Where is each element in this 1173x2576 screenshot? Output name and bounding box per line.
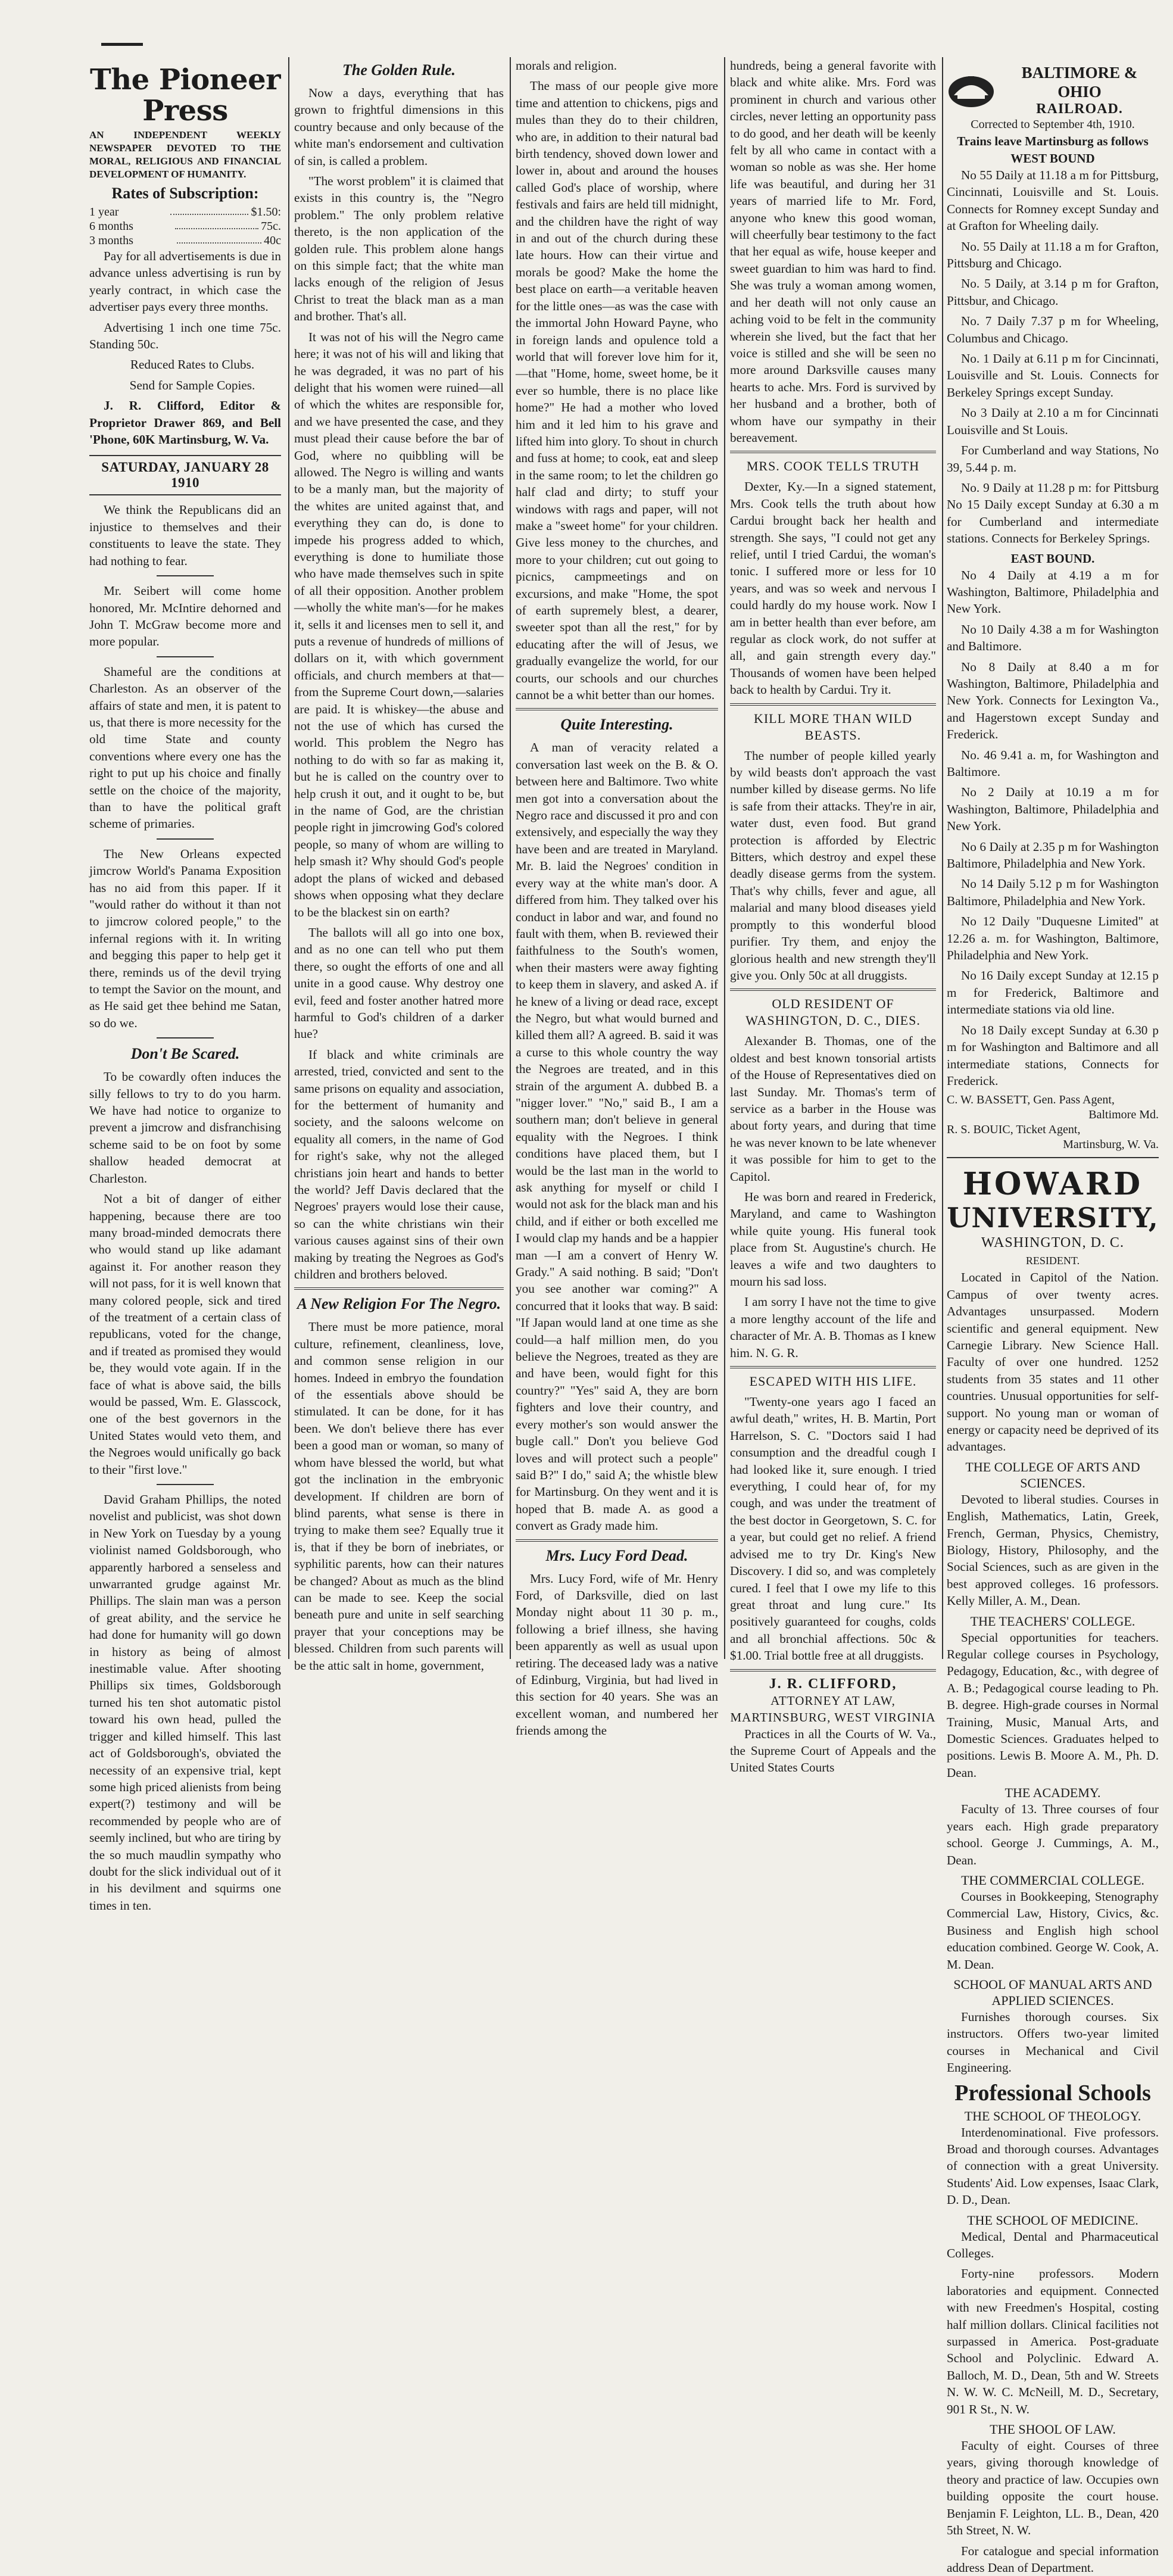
university-title-2: UNIVERSITY, [947,1201,1159,1234]
university-paragraph: Furnishes thorough courses. Six instructors. Offers two-year limited courses in Mechanical and Civil Engineering. [947,2009,1159,2076]
university-paragraph: Courses in Bookkeeping, Stenography Commercial Law, History, Civics, &c. Business and English high school education combined. George W. Cook, A. M. Dean. [947,1888,1159,1973]
university-heading: THE ACADEMY. [947,1785,1159,1801]
university-location: WASHINGTON, D. C. [947,1234,1159,1251]
university-paragraph: Faculty of 13. Three courses of four years each. High grade preparatory school. George J. Cummings, A. M., Dean. [947,1801,1159,1869]
separator [730,703,936,706]
column-rule [510,57,511,1659]
university-president: RESIDENT. [947,1253,1159,1269]
university-heading: SCHOOL OF MANUAL ARTS AND APPLIED SCIENCES. [947,1976,1159,2009]
article-paragraph: Now a days, everything that has grown to frightful dimensions in this country because and only because of the white man's endorsement and cultivation of sin, is called a problem. [294,85,504,169]
article-heading: KILL MORE THAN WILD BEASTS. [730,710,936,744]
masthead-note: Send for Sample Copies. [89,377,281,394]
train-entry: No. 5 Daily, at 3.14 p m for Grafton, Pittsbur, and Chicago. [947,275,1159,309]
university-heading: THE SCHOOL OF MEDICINE. [947,2212,1159,2228]
article-paragraph: Dexter, Ky.—In a signed statement, Mrs. Cook tells the truth about how Cardui brought back her health and strength. She says, "I could not get any relief, until I tried Cardui, the woman's tonic. I suffered more or less for 10 years, and was so week and nervous I could hardly do my house work. Now I am in better health than ever before, am regular as clock work, do not suffer at all, and gain strength every day." Thousands of women have been helped back to health by Cardui. Try it. [730,478,936,698]
train-entry: No. 55 Daily at 11.18 a m for Grafton, Pittsburg and Chicago. [947,238,1159,272]
train-entry: For Cumberland and way Stations, No 39, 5.44 p. m. [947,442,1159,476]
rate-price: 75c. [261,219,281,233]
article-paragraph: Alexander B. Thomas, one of the oldest and best known tonsorial artists of the House of Representatives died on last Sunday. Mr. Thomas's term of service as a barber in the House was about forty years, and during that time he was never known to be late whenever it was possible for him to get to the Capitol. [730,1033,936,1185]
agent-name: R. S. BOUIC, Ticket Agent, [947,1122,1159,1137]
article-paragraph: David Graham Phillips, the noted novelist and publicist, was shot down in New York on Tuesday by a young violinist named Goldsborough, who apparently harbored a senseless and unwarranted grudge against Mr. Phillips. The slain man was a person of great ability, and the service he had done for humanity will go down in history as being of almost inestimable value. After shooting Phillips six times, Goldsborough turned his ten shot automatic pistol toward his own head, pulled the trigger and killed himself. This last act of Goldsborough's, obviated the necessity of an expensive trial, kept some high priced alienists from being expert(?) testimony and will be recommended by people who are of seemly inclined, but who are tiring by the so much maudlin sympathy who doubt for the slick individual out of it in his devilment and squirms one times in ten. [89,1491,281,1914]
rate-label: 1 year [89,205,168,219]
article-heading: Quite Interesting. [516,715,718,734]
article-paragraph: A man of veracity related a conversation last week on the B. & O. between here and Baltimore. Two white men got into a conversation about the Negro race and discussed it pro and con extensively, and especially the way they have been and are treated in Maryland. Mr. B. laid the Negroes' condition in every way at the white man's door. A differed from him. They talked over his conduct in labor and war, and found no fault with them, when B. reviewed their faithfulness to the South's women, when their masters were away fighting to keep them in slavery, and asked A. if he knew of a living or dead race, except the Negro, but what would burned and killed them all? A agreed. B. said it was a curse to this whole country the way the Negroes are treated, and in this strain of the argument A. dubbed B. a "nigger lover." "No," said B., I am a southern man; don't believe in general equality with the Negroes. I think conditions have placed them, but I would be the last man in the world to ask anything for myself or child I would not ask for the black man and his child, and if either or both excelled me I would clap my hands and be a happier man —I am a convert of Henry W. Grady." A said nothing. B said; "Don't you see another war coming?" A concurred that it looks that way. B said: "If Japan would land at one time as she could—a half million men, do you believe the Negroes, treated as they are and have been, would fight for this country?" "Yes" said A, they are born fighters and love their country, and every mother's son would answer the bugle call." Don't you believe God loves and will protect such a people" said B?" I do," said A; the whistle blew for Martinsburg. On they went and it is hoped that B. made A. as good a convert as Grady made him. [516,739,718,1534]
masthead-subtitle: AN INDEPENDENT WEEKLY NEWSPAPER DEVOTED TO THE MORAL, RELIGIOUS AND FINANCIAL DEVELOPMENT OF HUMANITY. [89,129,281,181]
separator [947,1157,1159,1158]
professional-schools-title: Professional Schools [947,2080,1159,2106]
railroad-header [947,63,1159,117]
rate-leader [175,219,258,229]
article-heading: Don't Be Scared. [89,1044,281,1064]
column-5 [947,57,1159,1655]
article-paragraph: The ballots will all go into one box, and as no one can tell who put them there, so ought the efforts of one and all unite in a good cause. Why destroy one evil, feed and foster another hatred more harmful to God's children of a darker hue? [294,924,504,1043]
column-4 [730,57,936,1655]
article-paragraph: Mr. Seibert will come home honored, Mr. McIntire dehorned and John T. McGraw become more and more popular. [89,582,281,650]
article-paragraph: To be cowardly often induces the silly fellows to try to do you harm. We have had notice to organize to prevent a jimcrow and disfranchising scheme said to be on foot by some shallow headed democrat at Charleston. [89,1068,281,1187]
article-heading: Mrs. Lucy Ford Dead. [516,1546,718,1565]
university-paragraph: Faculty of eight. Courses of three years, giving thorough knowledge of theory and practice of law. Occupies own building opposite the court house. Benjamin F. Leighton, LL. B., Dean, 420 5th Street, N. W. [947,2437,1159,2538]
article-paragraph: The mass of our people give more time and attention to chickens, pigs and mules than they do to their children, who are, in addition to their natural bad birth tendency, shoved down lower and lower in, about and around the houses called God's place of worship, where festivals and fairs are held till midnight, and the children have the right of way in and out of the church during these late hours. How can their virtue and morals be good? Make the home the best place on earth—a veritable heaven for the little ones—as was the case with the immortal John Howard Payne, who in foreign lands and opulence told a world that will forever love him for it,—that "Home, home, sweet home, be it ever so humble, there is no place like home?" He had a mother who loved him and it led him to his grave and lifted him into glory. To shout in church and fuss at home; to cook, eat and sleep in the same room; to let the children go half clad and dirty; to stuff your windows with rags and paper, will not make a "sweet home" for your children. Give less money to the churches, and more to your children; cut out going to picnics, campmeetings and on excursions, and make "Home, the spot of earth supremely blest, a dearer, sweeter spot than all the rest," for by educating after the will of Jesus, we gradually evangelize the world, for our courts, our schools and our churches cannot be a whit better than our homes. [516,77,718,703]
train-entry: No. 9 Daily at 11.28 p m: for Pittsburg No 15 Daily except Sunday at 6.30 a m for Cumberland and intermediate stations. Connects for Berkeley Springs. [947,479,1159,547]
university-paragraph: Forty-nine professors. Modern laboratories and equipment. Connected with new Freedmen's Hospital, costing half million dollars. Clinical facilities not surpassed in America. Post-graduate School and Polyclinic. Edward A. Balloch, M. D., Dean, 5th and W. Streets N. W. W. C. McNeill, M. D., Secretary, 901 R St., N. W. [947,2265,1159,2418]
rate-leader [170,205,249,215]
ad-title: ATTORNEY AT LAW, [730,1692,936,1709]
article-heading: OLD RESIDENT OF WASHINGTON, D. C., DIES. [730,996,936,1029]
train-entry: No 55 Daily at 11.18 a m for Pittsburg, Cincinnati, Louisville and St. Louis. Connects for Romney except Sunday and at Grafton for Wheeling daily. [947,167,1159,235]
rate-price: 40c [264,233,281,248]
railroad-dome-icon [947,71,996,110]
article-paragraph: Shameful are the conditions at Charleston. As an observer of the affairs of state and men, it is patent to us, that there is more necessity for the old time State and county conventions where every one has the right to put up his choice and finally settle on the choice of the majority, than to have the political graft scheme of primaries. [89,663,281,832]
train-entry: No 18 Daily except Sunday at 6.30 p m for Washington and Baltimore and all intermediate stations, Connects for Frederick. [947,1022,1159,1090]
column-rule [942,57,943,1659]
rate-price: $1.50: [251,205,281,219]
issue-date: SATURDAY, JANUARY 28 1910 [89,455,281,495]
schedule-corrected: Corrected to September 4th, 1910. [947,117,1159,132]
agent-name: C. W. BASSETT, Gen. Pass Agent, [947,1093,1159,1108]
train-entry: No 10 Daily 4.38 a m for Washington and Baltimore. [947,621,1159,655]
column-3 [516,57,718,1655]
university-paragraph: For catalogue and special information address Dean of Department. [947,2543,1159,2576]
separator [730,451,936,453]
column-2 [294,57,504,1655]
masthead-note: J. R. Clifford, Editor & Proprietor Drawer 869, and Bell 'Phone, 60K Martinsburg, W. Va. [89,397,281,448]
east-bound-heading: EAST BOUND. [947,551,1159,567]
university-paragraph: Devoted to liberal studies. Courses in English, Mathematics, Latin, Greek, French, German, Physics, Chemistry, Biology, History, Philosophy, and the Social Sciences, such as are given in the best approved colleges. 16 professors. Kelly Miller, A. M., Dean. [947,1491,1159,1610]
rate-label: 6 months [89,219,173,233]
separator [730,1366,936,1368]
train-entry: No. 7 Daily 7.37 p m for Wheeling, Columbus and Chicago. [947,313,1159,347]
masthead-note: Pay for all advertisements is due in advance unless advertising is run by yearly contract, in which case the advertiser pays every three months. [89,248,281,316]
article-paragraph: hundreds, being a general favorite with black and white alike. Mrs. Ford was prominent in church and various other circles, never letting an opportunity pass to do good, and her death will be keenly felt by all who came in contact with a woman so noble as was she. Her home life was beautiful, and during her 31 years of married life to Mr. Ford, anyone who knew this good woman, will cheerfully bear testimony to the fact that her equal as wife, house keeper and sweet guardian to him was hard to find. She was truly a woman among women, and her death will not only cause an aching void to be felt in the community wherein she lived, but the fact that her voice is stilled and she will be seen no more around Darksville causes many hearts to ache. Mrs. Ford is survived by her husband and a brother, both of whom have our sympathy in their bereavement. [730,57,936,446]
train-entry: No 2 Daily at 10.19 a m for Washington, Baltimore, Philadelphia and New York. [947,784,1159,834]
west-bound-heading: WEST BOUND [947,151,1159,167]
university-paragraph: Medical, Dental and Pharmaceutical Colleges. [947,2228,1159,2262]
article-paragraph: He was born and reared in Frederick, Maryland, and came to Washington while quite young. His funeral took place from St. Augustine's church. He leaves a wife and two daughters to mourn his sad loss. [730,1189,936,1290]
separator [730,1669,936,1671]
separator [157,1484,214,1485]
university-heading: THE SCHOOL OF THEOLOGY. [947,2108,1159,2124]
university-heading: THE SHOOL OF LAW. [947,2421,1159,2437]
separator [516,708,718,710]
article-paragraph: If black and white criminals are arrested, tried, convicted and sent to the same prisons on equality and association, for the betterment of humanity and society, and the saloons welcome on equality all comers, in the name of God for right's sake, why not the alleged christians join heart and hands to better the world? Jeff Davis declared that the Negroes' prayers would lose their cause, so can the white christians win their various causes against sins of their own making by treating the Negroes as God's children and brothers beloved. [294,1046,504,1283]
masthead-note: Advertising 1 inch one time 75c. Standing 50c. [89,319,281,353]
train-entry: No 16 Daily except Sunday at 12.15 p m for Frederick, Baltimore and intermediate stations via old line. [947,967,1159,1018]
train-entry: No 12 Daily "Duquesne Limited" at 12.26 a. m. for Washington, Baltimore, Philadelphia and New York. [947,913,1159,963]
top-mark [101,43,143,51]
train-entry: No 8 Daily at 8.40 a m for Washington, Baltimore, Philadelphia and New York. Connects for Lexington Va., and Hagerstown except Sunday and Frederick. [947,659,1159,743]
article-heading: MRS. COOK TELLS TRUTH [730,458,936,475]
column-rule [288,57,289,1659]
university-paragraph: Interdenominational. Five professors. Broad and thorough courses. Advantages of connection with a great University. Students' Aid. Low expenses, Isaac Clark, D. D., Dean. [947,2124,1159,2209]
rate-leader [177,233,262,244]
railroad-name: BALTIMORE & OHIO [1000,63,1159,101]
schedule-leave: Trains leave Martinsburg as follows [947,133,1159,149]
train-entry: No 6 Daily at 2.35 p m for Washington Baltimore, Philadelphia and New York. [947,838,1159,872]
separator [157,656,214,657]
agent-location: Baltimore Md. [947,1108,1159,1122]
rate-label: 3 months [89,233,174,248]
article-paragraph: morals and religion. [516,57,718,74]
separator [157,1037,214,1038]
masthead-note: Reduced Rates to Clubs. [89,356,281,373]
rate-row [89,233,281,248]
article-heading: The Golden Rule. [294,61,504,80]
masthead-title: The Pioneer Press [89,64,281,126]
separator [157,838,214,840]
article-paragraph: I am sorry I have not the time to give a more lengthy account of the life and character of Mr. A. B. Thomas as I knew him. N. G. R. [730,1293,936,1361]
ad-name: J. R. CLIFFORD, [730,1676,936,1692]
column-1 [89,57,281,1655]
separator [157,575,214,576]
rates-heading: Rates of Subscription: [89,185,281,202]
article-heading: ESCAPED WITH HIS LIFE. [730,1373,936,1390]
ad-text: Practices in all the Courts of W. Va., the Supreme Court of Appeals and the United States Courts [730,1726,936,1776]
separator [730,988,936,991]
article-paragraph: The New Orleans expected jimcrow World's Panama Exposition has no aid from this paper. If it "would rather do without it than not to jimcrow colored people," to the infernal regions with it. In writing and begging this paper to help get it there, reminds us of the devil trying to tempt the Savior on the mount, and as He said get thee behind me Satan, so do we. [89,846,281,1031]
rate-row [89,219,281,233]
train-entry: No 14 Daily 5.12 p m for Washington Baltimore, Philadelphia and New York. [947,875,1159,909]
article-heading: A New Religion For The Negro. [294,1295,504,1314]
university-title: HOWARD [947,1168,1159,1201]
railroad-name-2: RAILROAD. [1000,101,1159,117]
article-paragraph: Mrs. Lucy Ford, wife of Mr. Henry Ford, of Darksville, died on last Monday night about 11 30 p. m., following a brief illness, she having been apparently as well as usual upon retiring. The deceased lady was a native of Edinburg, Virginia, but had lived in this section for 40 years. She was an excellent woman, and numbered her friends among the [516,1570,718,1739]
train-entry: No 4 Daily at 4.19 a m for Washington, Baltimore, Philadelphia and New York. [947,567,1159,618]
university-heading: THE COMMERCIAL COLLEGE. [947,1872,1159,1888]
rate-row [89,205,281,219]
university-heading: THE TEACHERS' COLLEGE. [947,1613,1159,1629]
train-entry: No. 1 Daily at 6.11 p m for Cincinnati, Louisville and St. Louis. Connects for Berkeley Springs except Sunday. [947,350,1159,401]
university-heading: THE COLLEGE OF ARTS AND SCIENCES. [947,1459,1159,1491]
article-paragraph: There must be more patience, moral culture, refinement, cleanliness, love, and common sense religion in our homes. Indeed in embryo the foundation of the essentials above should be stimulated. It can be done, for it has been. We don't believe there has ever been a good man or woman, so many of whom have blessed the world, but what got the inclination in the embryonic development. If children are born of blind parents, what sense is there in trying to make them see? Equally true it is, that if they be born of inebriates, or syphilitic parents, how can their natures be changed? About as much as the blind can be made to see. Keep the social beneath pure and unite in self searching prayer that your conceptions may be blessed. Children from such parents will be the attic salt in home, government, [294,1318,504,1674]
column-rule [724,57,725,1659]
separator [294,1287,504,1290]
agent-location: Martinsburg, W. Va. [947,1137,1159,1152]
article-paragraph: "Twenty-one years ago I faced an awful death," writes, H. B. Martin, Port Harrelson, S. C. "Doctors said I had consumption and the dreadful cough I had looked like it, sure enough. I tried everything, I could hear of, for my cough, and was under the treatment of the best doctor in Georgetown, S. C. for a year, but could get no relief. A friend advised me to try Dr. King's New Discovery. I did so, and was completely cured. I feel that I owe my life to this great throat and lung cure." Its positively guaranteed for coughs, colds and all bronchial affections. 50c & $1.00. Trial bottle free at all druggists. [730,1393,936,1664]
train-entry: No. 46 9.41 a. m, for Washington and Baltimore. [947,747,1159,781]
article-paragraph: The number of people killed yearly by wild beasts don't approach the vast number killed by disease germs. No life is safe from their attacks. They're in air, water dust, even food. But grand protection is afforded by Electric Bitters, which destroy and expel these deadly disease germs from the system. That's why chills, fever and ague, all malarial and many blood diseases yield promptly to this wonderful blood purifier. Try them, and enjoy the glorious health and new strength they'll give you. Only 50c at all druggists. [730,747,936,984]
article-paragraph: It was not of his will the Negro came here; it was not of his will and liking that he was degraded, it was no part of his delight that his women were ruined—all of which the whites are responsible for, and we have presented the case, and they must plead their cause before the bar of God, where no quibbling will be allowed. The Negro is willing and wants to be a manly man, but the majority of the whites are united against that, and everything they can do, is done to impede his progress added to which, everything is done to humiliate those who have made themselves such in spite of all their opposition. Another problem—wholly the white man's—for he makes it, sells it and licenses men to sell it, and puts a revenue of hundreds of millions of dollars on it, with which government officials, and church members at that—from the Supreme Court down,—salaries are paid. It is whiskey—the abuse and not the use of which has cursed the world. This problem the Negro has nothing to do with so far as making it, but he is called on the country over to help crush it out, and it ought to be, but in the name of God, are the christian people right in jimcrowing God's colored people, so many of whom are willing to help smash it? Why should God's people adopt the plans of wicked and debased shows when opposing what they declare to be the blackest sin on earth? [294,329,504,921]
university-paragraph: Special opportunities for teachers. Regular college courses in Psychology, Pedagogy, Education, &c., with degree of A. B.; Pedagogical course leading to Ph. B. degree. High-grade courses in Normal Training, Music, Manual Arts, and Domestic Sciences. Graduates helped to positions. Lewis B. Moore A. M., Ph. D. Dean. [947,1629,1159,1782]
article-paragraph: Not a bit of danger of either happening, because there are too many broad-minded democrats there who would stand up like adamant against it. For another reason they will not pass, for it is well known that many colored people, sick and tired of the treatment of a certain class of republicans, voted for the change, and if treated as promised they would be, they would vote again. If in the face of what is above said, the bills would be passed, Wm. E. Glasscock, one of the best governors in the United States would veto them, and the Negroes would unifically go back to their "first love." [89,1190,281,1478]
separator [516,1539,718,1542]
ad-place: MARTINSBURG, WEST VIRGINIA [730,1709,936,1726]
article-paragraph: "The worst problem" it is claimed that exists in this country is, the "Negro problem." The only problem relative thereto, is the non application of the golden rule. This problem alone hangs on this simple fact; that the white man lacks enough of the religion of Jesus Christ to treat the black man as a man and brother. That's all. [294,173,504,325]
university-paragraph: Located in Capitol of the Nation. Campus of over twenty acres. Advantages unsurpassed. Modern scientific and general equipment. New Carnegie Library. New Science Hall. Faculty of over one hundred. 1252 students from 35 states and 11 other countries. Unusual opportunities for self-support. No young man or woman of energy or capacity need be deprived of its advantages. [947,1269,1159,1455]
train-entry: No 3 Daily at 2.10 a m for Cincinnati Louisville and St Louis. [947,404,1159,438]
article-paragraph: We think the Republicans did an injustice to themselves and their constituents to leave the state. They had nothing to fear. [89,501,281,569]
